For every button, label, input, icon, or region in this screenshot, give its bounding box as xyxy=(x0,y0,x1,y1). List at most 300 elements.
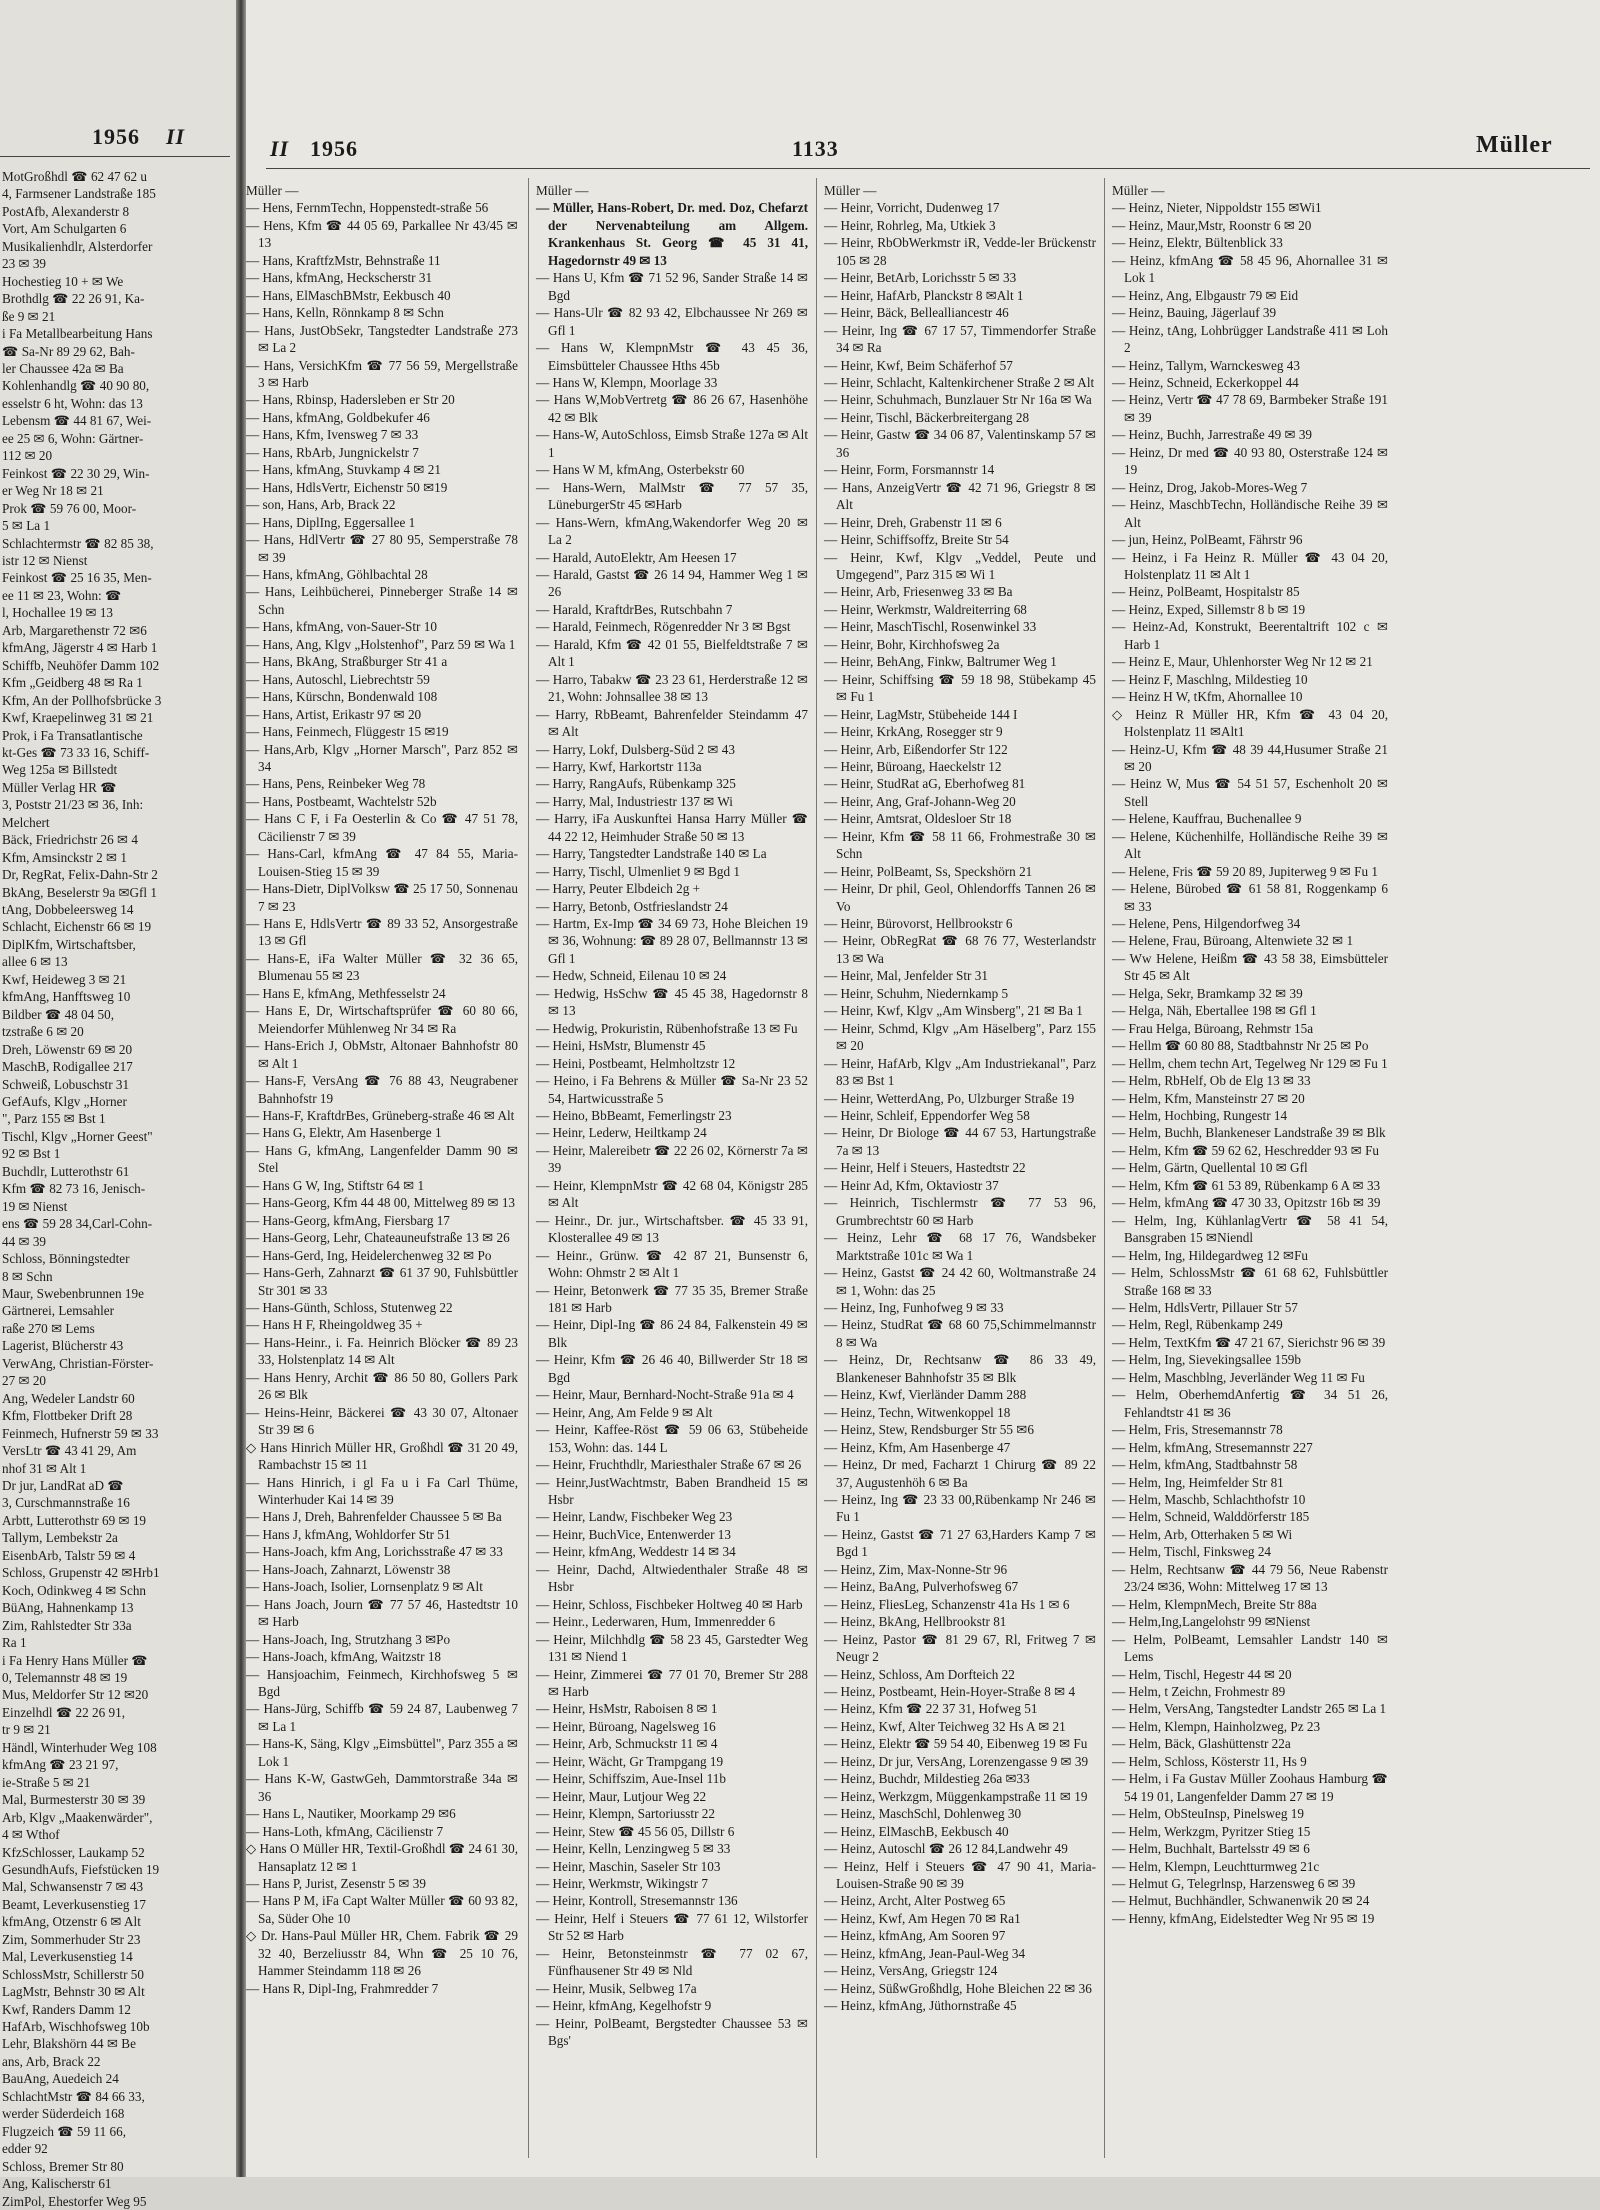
directory-entry: — Helm, Schloss, Kösterstr 11, Hs 9 xyxy=(1112,1753,1307,1769)
directory-entry: — Heinz, Nieter, Nippoldstr 155 ✉Wi1 xyxy=(1112,200,1322,216)
directory-entry: — Hans-Erich J, ObMstr, Altonaer Bahnhofstr 80 ✉ Alt 1 xyxy=(246,1038,518,1071)
directory-entry: — Hans-K, Säng, Klgv „Eimsbüttel", Parz 355 a ✉ Lok 1 xyxy=(246,1736,518,1769)
directory-entry: — Heinz, Techn, Witwenkoppel 18 xyxy=(824,1404,1011,1420)
directory-entry: — Helm, Kfm ☎ 61 53 89, Rübenkamp 6 A ✉ 33 xyxy=(1112,1177,1381,1193)
directory-entry: — Hans, Artist, Erikastr 97 ✉ 20 xyxy=(246,706,422,722)
directory-entry: — Hans-Loth, kfmAng, Cäcilienstr 7 xyxy=(246,1823,444,1839)
directory-entry: — Heinr, Kwf, Beim Schäferhof 57 xyxy=(824,357,1013,373)
column-divider-2 xyxy=(816,178,817,2158)
left-page-line: LagMstr, Behnstr 30 ✉ Alt xyxy=(2,1984,145,2000)
header-rule xyxy=(266,168,1590,169)
directory-entry: — Hans, AnzeigVertr ☎ 42 71 96, Griegstr 8 ✉ Alt xyxy=(824,479,1096,513)
left-page-line: Müller Verlag HR ☎ xyxy=(2,779,117,795)
left-page-line: BkAng, Beselerstr 9a ✉Gfl 1 xyxy=(2,884,157,900)
directory-entry: — Hans, RbArb, Jungnickelstr 7 xyxy=(246,444,419,460)
directory-entry: — Hans-E, iFa Walter Müller ☎ 32 36 65, Blumenau 55 ✉ 23 xyxy=(246,950,518,984)
directory-entry: — Heinr, Helf i Steuers, Hastedtstr 22 xyxy=(824,1160,1026,1176)
column-4-entries xyxy=(1112,199,1388,1927)
directory-entry: — Heinz, BkAng, Hellbrookstr 81 xyxy=(824,1614,1007,1630)
left-page-line: Hochestieg 10 + ✉ We xyxy=(2,273,124,289)
left-page-line: Zim, Sommerhuder Str 23 xyxy=(2,1931,141,1947)
directory-entry: — Hans-Wern, MalMstr ☎ 77 57 35, LüneburgerStr 45 ✉Harb xyxy=(536,479,808,513)
left-page-line: SchlachtMstr ☎ 84 66 33, xyxy=(2,2088,145,2104)
left-page-line: HafArb, Wischhofsweg 10b xyxy=(2,2019,150,2035)
directory-entry: — Heinz, kfmAng, Jüthornstraße 45 xyxy=(824,1998,1017,2014)
directory-entry: — Hans-Georg, Kfm 44 48 00, Mittelweg 89 ✉ 13 xyxy=(246,1195,516,1211)
directory-entry: — Heinr, Schmd, Klgv „Am Häselberg", Parz 155 ✉ 20 xyxy=(824,1020,1096,1054)
directory-entry: — Heinr, RbObWerkmstr iR, Vedde-ler Brückenstr 105 ✉ 28 xyxy=(824,235,1096,268)
directory-entry: — Harry, Betonb, Ostfrieslandstr 24 xyxy=(536,898,728,914)
directory-entry: — Hans Hinrich, i gl Fa u i Fa Carl Thüme, Winterhuder Kai 14 ✉ 39 xyxy=(246,1474,518,1507)
left-page-line: Mus, Meldorfer Str 12 ✉20 xyxy=(2,1687,149,1703)
directory-entry: — Heinr, Mal, Jenfelder Str 31 xyxy=(824,968,988,984)
directory-entry: — Heinr, Form, Forsmannstr 14 xyxy=(824,462,995,478)
directory-entry: — Hans J, kfmAng, Wohldorfer Str 51 xyxy=(246,1526,451,1542)
left-page-line: 8 ✉ Schn xyxy=(2,1268,53,1284)
left-page-line: Zim, Rahlstedter Str 33a xyxy=(2,1617,132,1633)
directory-entry: ◇ Hans O Müller HR, Textil-Großhdl ☎ 24 61 30, Hansaplatz 12 ✉ 1 xyxy=(246,1841,518,1874)
directory-entry: — Heini, Postbeamt, Helmholtzstr 12 xyxy=(536,1055,736,1071)
directory-entry: — Heinz, kfmAng, Am Sooren 97 xyxy=(824,1928,1006,1944)
directory-entry: — Heinr, Dachd, Altwiedenthaler Straße 48 ✉ Hsbr xyxy=(536,1561,808,1595)
directory-entry: — Heinr, Dreh, Grabenstr 11 ✉ 6 xyxy=(824,514,1002,530)
directory-entry: — Hedwig, HsSchw ☎ 45 45 38, Hagedornstr 8 ✉ 13 xyxy=(536,985,808,1019)
column-3-entries xyxy=(824,199,1096,2014)
directory-entry: — Heinz, Kwf, Alter Teichweg 32 Hs A ✉ 21 xyxy=(824,1718,1066,1734)
directory-entry: — Heinr, Dipl-Ing ☎ 86 24 84, Falkenstein 49 ✉ Blk xyxy=(536,1317,808,1350)
column-1-header: Müller — xyxy=(246,183,299,198)
left-page-line: GesundhAufs, Fiefstücken 19 xyxy=(2,1861,160,1877)
left-page-lines xyxy=(2,168,228,2210)
directory-entry: — Hans C F, i Fa Oesterlin & Co ☎ 47 51 78, Cäcilienstr 7 ✉ 39 xyxy=(246,811,518,844)
left-page-line: KfzSchlosser, Laukamp 52 xyxy=(2,1844,145,1860)
left-page-line: Schloss, Bönningstedter xyxy=(2,1251,130,1267)
left-page-line: Maur, Swebenbrunnen 19e xyxy=(2,1286,144,1301)
directory-entry: — Heinz, Schneid, Eckerkoppel 44 xyxy=(1112,374,1299,390)
left-page-line: 92 ✉ Bst 1 xyxy=(2,1146,61,1162)
directory-entry: — Heinr,JustWachtmstr, Baben Brandheid 15 ✉ Hsbr xyxy=(536,1474,808,1507)
left-page-line: Lagerist, Blücherstr 43 xyxy=(2,1338,124,1354)
directory-entry: — Hansjoachim, Feinmech, Kirchhofsweg 5 ✉ Bgd xyxy=(246,1666,518,1699)
running-title: Müller xyxy=(1476,132,1553,158)
left-page-line: MotGroßhdl ☎ 62 47 62 u xyxy=(2,169,148,184)
left-page-line: tzstraße 6 ✉ 20 xyxy=(2,1024,84,1040)
directory-entry: — Helm, Ing, KühlanlagVertr ☎ 58 41 54, Bansgraben 15 ✉Niendl xyxy=(1112,1212,1388,1246)
directory-entry: — Heinz, Kfm, Am Hasenberge 47 xyxy=(824,1439,1011,1455)
directory-entry: — Hans, Autoschl, Liebrechtstr 59 xyxy=(246,671,430,687)
directory-entry: — Helm, OberhemdAnfertig ☎ 34 51 26, Fehlandtstr 41 ✉ 36 xyxy=(1112,1387,1388,1420)
directory-entry: — Heinz, Exped, Sillemstr 8 b ✉ 19 xyxy=(1112,601,1306,617)
directory-entry: — Helene, Kauffrau, Buchenallee 9 xyxy=(1112,811,1302,827)
left-page-line: Musikalienhdlr, Alsterdorfer xyxy=(2,238,153,254)
directory-entry: — Hans, HdlsVertr, Eichenstr 50 ✉19 xyxy=(246,479,448,495)
directory-entry: — Hans E, Dr, Wirtschaftsprüfer ☎ 60 80 66, Meiendorfer Mühlenweg Nr 34 ✉ Ra xyxy=(246,1003,518,1036)
directory-entry: — Heinz, Ing ☎ 23 33 00,Rübenkamp Nr 246 ✉ Fu 1 xyxy=(824,1491,1096,1525)
left-page-line: Schiffb, Neuhöfer Damm 102 xyxy=(2,657,160,673)
directory-entry: — Hans,Arb, Klgv „Horner Marsch", Parz 852 ✉ 34 xyxy=(246,741,518,774)
left-page-line: Prok ☎ 59 76 00, Moor- xyxy=(2,500,137,516)
column-divider-1 xyxy=(528,178,529,2158)
directory-entry: — Heinz, Elektr, Bültenblick 33 xyxy=(1112,235,1283,251)
directory-entry: — Heinr, Schuhm, Niedernkamp 5 xyxy=(824,985,1009,1001)
directory-entry: — Harry, RangAufs, Rübenkamp 325 xyxy=(536,776,736,792)
directory-entry: — Hans P, Jurist, Zesenstr 5 ✉ 39 xyxy=(246,1875,426,1891)
directory-entry: — Heinz E, Maur, Uhlenhorster Weg Nr 12 ✉ 21 xyxy=(1112,654,1373,670)
directory-entry: ◇ Heinz R Müller HR, Kfm ☎ 43 04 20, Holstenplatz 11 ✉Alt1 xyxy=(1112,706,1388,740)
directory-entry: — Helm, SchlossMstr ☎ 61 68 62, Fuhlsbüttler Straße 168 ✉ 33 xyxy=(1112,1265,1388,1298)
directory-entry: — Hans P M, iFa Capt Walter Müller ☎ 60 93 82, Sa, Süder Ohe 10 xyxy=(246,1893,518,1926)
directory-entry: — Heinr, kfmAng, Weddestr 14 ✉ 34 xyxy=(536,1544,736,1560)
left-page-year: 1956 xyxy=(92,124,140,149)
directory-entry: — Heino, i Fa Behrens & Müller ☎ Sa-Nr 23 52 54, Hartwicusstraße 5 xyxy=(536,1073,808,1106)
left-page-line: Dr jur, LandRat aD ☎ xyxy=(2,1477,124,1493)
left-page-line: esselstr 6 ht, Wohn: das 13 xyxy=(2,395,143,411)
directory-entry: — Heinz, StudRat ☎ 68 60 75,Schimmelmannstr 8 ✉ Wa xyxy=(824,1317,1096,1350)
left-page-part: II xyxy=(166,124,186,149)
left-page-line: Mal, Burmesterstr 30 ✉ 39 xyxy=(2,1792,146,1808)
directory-entry: — Hans, JustObSekr, Tangstedter Landstraße 273 ✉ La 2 xyxy=(246,322,518,356)
left-page-line: Vort, Am Schulgarten 6 xyxy=(2,221,127,237)
directory-entry: — Hans K-W, GastwGeh, Dammtorstraße 34a ✉ 36 xyxy=(246,1771,518,1804)
directory-entry: — Hans, Leihbücherei, Pinneberger Straße 14 ✉ Schn xyxy=(246,584,518,617)
directory-entry: — Hedwig, Prokuristin, Rübenhofstraße 13 ✉ Fu xyxy=(536,1020,798,1036)
directory-entry: — Heins-Heinr, Bäckerei ☎ 43 30 07, Altonaer Str 39 ✉ 6 xyxy=(246,1404,518,1438)
directory-entry: — Helmut G, Telegrlnsp, Harzensweg 6 ✉ 39 xyxy=(1112,1875,1356,1891)
left-page-line: Mal, Leverkusenstieg 14 xyxy=(2,1949,133,1965)
directory-entry: — Heinz, Ing, Funhofweg 9 ✉ 33 xyxy=(824,1300,1004,1315)
directory-entry: — Heinr, Kelln, Lenzingweg 5 ✉ 33 xyxy=(536,1841,731,1857)
directory-entry: — Helm, KlempnMech, Breite Str 88a xyxy=(1112,1596,1317,1612)
directory-entry: — Heinr, HafArb, Klgv „Am Industriekanal", Parz 83 ✉ Bst 1 xyxy=(824,1055,1096,1089)
page-number: 1133 xyxy=(792,136,839,161)
directory-entry: — Helga, Näh, Ebertallee 198 ✉ Gfl 1 xyxy=(1112,1003,1317,1019)
left-page-line: Tischl, Klgv „Horner Geest" xyxy=(2,1128,153,1144)
left-page-line: EisenbArb, Talstr 59 ✉ 4 xyxy=(2,1547,136,1563)
left-page-line: Arb, Margarethenstr 72 ✉6 xyxy=(2,622,147,638)
directory-entry: — Hans, Feinmech, Flüggestr 15 ✉19 xyxy=(246,724,449,740)
left-page-column xyxy=(2,168,228,2210)
directory-entry: — Helm, Werkzgm, Pyritzer Stieg 15 xyxy=(1112,1823,1311,1839)
directory-entry: — Frau Helga, Büroang, Rehmstr 15a xyxy=(1112,1020,1314,1036)
directory-entry: — Hans W, KlempnMstr ☎ 43 45 36, Eimsbütteler Chaussee Hths 45b xyxy=(536,340,808,373)
left-page-line: kfmAng, Jägerstr 4 ✉ Harb 1 xyxy=(2,640,158,656)
left-page-line: werder Süderdeich 168 xyxy=(2,2106,125,2122)
directory-entry: — Helm, ObSteuInsp, Pinelsweg 19 xyxy=(1112,1806,1304,1822)
directory-entry: — Hans, Kürschn, Bondenwald 108 xyxy=(246,689,438,705)
directory-entry: — Helga, Sekr, Bramkamp 32 ✉ 39 xyxy=(1112,985,1303,1001)
directory-entry: — Heinr, Tischl, Bäckerbreitergang 28 xyxy=(824,409,1030,425)
directory-entry: — Heinr, Büroang, Haeckelstr 12 xyxy=(824,758,1002,774)
directory-entry: — Heinz-U, Kfm ☎ 48 39 44,Husumer Straße 21 ✉ 20 xyxy=(1112,741,1388,774)
directory-entry: — Harald, KraftdrBes, Rutschbahn 7 xyxy=(536,601,733,617)
left-page-line: Flugzeich ☎ 59 11 66, xyxy=(2,2123,126,2139)
right-page-part: II xyxy=(270,136,290,161)
directory-entry: — Hans-Joach, kfm Ang, Lorichsstraße 47 ✉ 33 xyxy=(246,1544,503,1560)
directory-entry: — Hans E, HdlsVertr ☎ 89 33 52, Ansorgestraße 13 ✉ Gfl xyxy=(246,916,518,949)
directory-entry: — Hans-Günth, Schloss, Stutenweg 22 xyxy=(246,1300,453,1315)
left-page-line: Kfm, An der Pollhofsbrücke 3 xyxy=(2,692,162,708)
directory-entry: — Hans, Ang, Klgv „Holstenhof", Parz 59 ✉ Wa 1 xyxy=(246,636,516,652)
directory-entry: — Helm, Ing, Hildegardweg 12 ✉Fu xyxy=(1112,1247,1309,1263)
directory-entry: — Heinz, Postbeamt, Hein-Hoyer-Straße 8 ✉ 4 xyxy=(824,1683,1076,1699)
directory-entry: — Heinr, BehAng, Finkw, Baltrumer Weg 1 xyxy=(824,654,1057,670)
directory-entry: — Heinr, Wächt, Gr Trampgang 19 xyxy=(536,1753,724,1769)
directory-entry: — Heinr, MaschTischl, Rosenwinkel 33 xyxy=(824,619,1037,635)
left-page-line: Koch, Odinkweg 4 ✉ Schn xyxy=(2,1582,147,1598)
left-page-line: ☎ Sa-Nr 89 29 62, Bah- xyxy=(2,343,135,359)
directory-entry: — Hans W M, kfmAng, Osterbekstr 60 xyxy=(536,462,745,478)
directory-entry: — Heinr, Lederw, Heiltkamp 24 xyxy=(536,1125,707,1141)
directory-entry: — Heinr, PolBeamt, Ss, Speckshörn 21 xyxy=(824,863,1033,879)
directory-entry: — Heinr, Schiffsoffz, Breite Str 54 xyxy=(824,532,1009,548)
directory-entry: — Hans, Postbeamt, Wachtelstr 52b xyxy=(246,793,437,809)
directory-entry: — Heinz, MaschSchl, Dohlenweg 30 xyxy=(824,1806,1022,1822)
directory-column-3 xyxy=(824,182,1096,2162)
directory-entry: — Helene, Frau, Büroang, Altenwiete 32 ✉ 1 xyxy=(1112,933,1354,949)
left-page-line: BüAng, Hahnenkamp 13 xyxy=(2,1600,134,1616)
directory-entry: — son, Hans, Arb, Brack 22 xyxy=(246,497,396,513)
directory-entry: — Heinr, Schiffszim, Aue-Insel 11b xyxy=(536,1771,726,1787)
directory-entry: — Hans G, kfmAng, Langenfelder Damm 90 ✉ Stel xyxy=(246,1142,518,1176)
left-page-line: tAng, Dobbeleersweg 14 xyxy=(2,902,134,918)
left-page-line: Händl, Winterhuder Weg 108 xyxy=(2,1739,157,1755)
directory-entry: — Heinz, Bauing, Jägerlauf 39 xyxy=(1112,305,1277,321)
directory-entry: — Hans-Joach, Zahnarzt, Löwenstr 38 xyxy=(246,1561,451,1577)
left-page-line: i Fa Metallbearbeitung Hans xyxy=(2,326,153,342)
left-page-line: Kwf, Kraepelinweg 31 ✉ 21 xyxy=(2,710,154,726)
directory-entry: — Hans, Rbinsp, Hadersleben er Str 20 xyxy=(246,392,455,408)
left-page-line: Gärtnerei, Lemsahler xyxy=(2,1303,115,1319)
directory-entry: — Heinr, Betonwerk ☎ 77 35 35, Bremer Straße 181 ✉ Harb xyxy=(536,1282,808,1315)
left-page-line: Kfm „Geidberg 48 ✉ Ra 1 xyxy=(2,675,143,691)
left-page-line: 23 ✉ 39 xyxy=(2,256,47,272)
directory-entry: — Helm, Schneid, Walddörferstr 185 xyxy=(1112,1509,1310,1525)
directory-entry: — Helm, Klempn, Leuchtturmweg 21c xyxy=(1112,1858,1320,1874)
directory-entry: — Hans H F, Rheingoldweg 35 + xyxy=(246,1317,423,1333)
left-page-line: Schlachtermstr ☎ 82 85 38, xyxy=(2,535,154,551)
directory-entry: — Hans, VersichKfm ☎ 77 56 59, Mergellstraße 3 ✉ Harb xyxy=(246,357,518,390)
directory-entry: — Helm, PolBeamt, Lemsahler Landstr 140 ✉ Lems xyxy=(1112,1631,1388,1665)
directory-entry: — Heinr, BuchVice, Entenwerder 13 xyxy=(536,1526,731,1542)
directory-entry: — Heinr, Ing ☎ 67 17 57, Timmendorfer Straße 34 ✉ Ra xyxy=(824,322,1096,356)
directory-entry: — Ww Helene, Heißm ☎ 43 58 38, Eimsbütteler Str 45 ✉ Alt xyxy=(1112,950,1388,984)
directory-entry: — Heinr, Maschin, Saseler Str 103 xyxy=(536,1858,721,1874)
left-page-line: Kohlenhandlg ☎ 40 90 80, xyxy=(2,378,150,394)
left-page-line: 112 ✉ 20 xyxy=(2,448,53,464)
directory-entry: — Heinz, Archt, Alter Postweg 65 xyxy=(824,1893,1006,1909)
directory-entry: — Heinz, BaAng, Pulverhofsweg 67 xyxy=(824,1579,1019,1595)
directory-entry: — Heinr, Musik, Selbweg 17a xyxy=(536,1980,697,1996)
left-page-line: ler Chaussee 42a ✉ Ba xyxy=(2,360,124,376)
left-page-line: DiplKfm, Wirtschaftsber, xyxy=(2,936,136,952)
left-page-line: Bildber ☎ 48 04 50, xyxy=(2,1006,115,1022)
directory-entry: — Heinr, Klempn, Sartoriusstr 22 xyxy=(536,1806,715,1822)
directory-entry: — Heinz-Ad, Konstrukt, Beerentaltrift 102 c ✉ Harb 1 xyxy=(1112,619,1388,652)
directory-entry: — Hans-Joach, kfmAng, Waitzstr 18 xyxy=(246,1649,442,1665)
directory-entry: — Heinz, Zim, Max-Nonne-Str 96 xyxy=(824,1561,1008,1577)
left-page-line: Brothdlg ☎ 22 26 91, Ka- xyxy=(2,291,145,307)
left-page-line: kfmAng ☎ 23 21 97, xyxy=(2,1757,119,1773)
left-page-line: kfmAng, Otzenstr 6 ✉ Alt xyxy=(2,1914,141,1930)
directory-entry: — Helm, Buchhalt, Bartelsstr 49 ✉ 6 xyxy=(1112,1841,1310,1857)
directory-entry: — Heinr, Amtsrat, Oldesloer Str 18 xyxy=(824,811,1012,827)
directory-entry: — Heinr., Lederwaren, Hum, Immenredder 6 xyxy=(536,1614,776,1630)
directory-entry: — Hans, kfmAng, von-Sauer-Str 10 xyxy=(246,619,437,635)
column-1-entries xyxy=(246,199,518,1997)
left-page-line: MaschB, Rodigallee 217 xyxy=(2,1059,133,1075)
left-page-line: Arb, Klgv „Maakenwärder", xyxy=(2,1809,153,1825)
directory-entry: — Hans G, Elektr, Am Hasenberge 1 xyxy=(246,1125,442,1141)
left-page-line: istr 12 ✉ Nienst xyxy=(2,552,88,568)
directory-entry: — Hans-Carl, kfmAng ☎ 47 84 55, Maria-Louisen-Stieg 15 ✉ 39 xyxy=(246,846,518,879)
directory-entry: — Hans, Pens, Reinbeker Weg 78 xyxy=(246,776,426,792)
directory-entry: — Hans-Dietr, DiplVolksw ☎ 25 17 50, Sonnenau 7 ✉ 23 xyxy=(246,881,518,914)
directory-entry: — Hans R, Dipl-Ing, Frahmredder 7 xyxy=(246,1980,439,1996)
left-page-line: VerwAng, Christian-Förster- xyxy=(2,1355,154,1371)
directory-entry: — Heinz, Drog, Jakob-Mores-Weg 7 xyxy=(1112,479,1308,495)
directory-entry: — Hans-W, AutoSchloss, Eimsb Straße 127a ✉ Alt 1 xyxy=(536,427,808,460)
directory-entry: — Hans-Ulr ☎ 82 93 42, Elbchaussee Nr 269 ✉ Gfl 1 xyxy=(536,305,808,338)
left-page-line: nhof 31 ✉ Alt 1 xyxy=(2,1460,87,1476)
directory-entry: — Hans-Wern, kfmAng,Wakendorfer Weg 20 ✉ La 2 xyxy=(536,514,808,548)
directory-entry: — Helm, Rechtsanw ☎ 44 79 56, Neue Rabenstr 23/24 ✉36, Wohn: Mittelweg 17 ✉ 13 xyxy=(1112,1561,1388,1595)
directory-entry: — Heinz, Elektr ☎ 59 54 40, Eibenweg 19 ✉ Fu xyxy=(824,1736,1088,1752)
directory-entry: — Helm, t Zeichn, Frohmestr 89 xyxy=(1112,1683,1286,1699)
directory-entry: — Heinz F, Maschlng, Mildestieg 10 xyxy=(1112,671,1308,687)
directory-entry: — Heinr, HsMstr, Raboisen 8 ✉ 1 xyxy=(536,1701,718,1717)
directory-entry: — Hans G W, Ing, Stiftstr 64 ✉ 1 xyxy=(246,1177,425,1193)
directory-entry: — Helm, Ing, Sievekingsallee 159b xyxy=(1112,1352,1301,1368)
left-page-line: PostAfb, Alexanderstr 8 xyxy=(2,203,130,219)
directory-entry: — Heinr, Schloss, Fischbeker Holtweg 40 ✉ Harb xyxy=(536,1596,803,1612)
directory-entry: — Hans, Kfm, Ivensweg 7 ✉ 33 xyxy=(246,427,419,443)
left-page-line: ee 11 ✉ 23, Wohn: ☎ xyxy=(2,587,122,603)
directory-entry: — Heinr, Arb, Schmuckstr 11 ✉ 4 xyxy=(536,1736,718,1752)
directory-entry: — Heinz W, Mus ☎ 54 51 57, Eschenholt 20 ✉ Stell xyxy=(1112,776,1388,809)
left-page-line: Lebensm ☎ 44 81 67, Wei- xyxy=(2,413,152,429)
directory-entry: — Hans E, kfmAng, Methfesselstr 24 xyxy=(246,985,446,1001)
directory-entry: — Helm, kfmAng ☎ 47 30 33, Opitzstr 16b ✉ 39 xyxy=(1112,1195,1381,1211)
directory-entry: — Heinz, Pastor ☎ 81 29 67, Rl, Fritweg 7 ✉ Neugr 2 xyxy=(824,1631,1096,1665)
directory-entry: — Heinr, Kwf, Klgv „Am Winsberg", 21 ✉ Ba 1 xyxy=(824,1003,1083,1019)
directory-entry: — Hans, Kelln, Rönnkamp 8 ✉ Schn xyxy=(246,305,444,321)
directory-entry: — Heinr., Grünw. ☎ 42 87 21, Bunsenstr 6, Wohn: Ohmstr 2 ✉ Alt 1 xyxy=(536,1247,808,1281)
directory-entry: — Heinz, Dr med, Facharzt 1 Chirurg ☎ 89 22 37, Augustenhöh 6 ✉ Ba xyxy=(824,1457,1096,1490)
directory-entry: — Helm, i Fa Gustav Müller Zoohaus Hamburg ☎ 54 19 01, Langenfelder Damm 27 ✉ 19 xyxy=(1112,1771,1388,1804)
directory-entry: — Heinr, Werkmstr, Wikingstr 7 xyxy=(536,1875,708,1891)
left-page-line: ie-Straße 5 ✉ 21 xyxy=(2,1774,91,1790)
left-page-line: Melchert xyxy=(2,814,50,830)
directory-entry: — Heinr., Dr. jur., Wirtschaftsber. ☎ 45 33 91, Klosterallee 49 ✉ 13 xyxy=(536,1212,808,1246)
left-page-line: edder 92 xyxy=(2,2141,48,2157)
directory-entry: — Heinr, StudRat aG, Eberhofweg 81 xyxy=(824,776,1026,792)
left-page-line: 19 ✉ Nienst xyxy=(2,1198,68,1214)
directory-entry: — Hans, kfmAng, Stuvkamp 4 ✉ 21 xyxy=(246,462,441,478)
directory-entry: — Heinz, Kfm ☎ 22 37 31, Hofweg 51 xyxy=(824,1701,1038,1717)
left-page-line: Weg 125a ✉ Billstedt xyxy=(2,762,118,778)
directory-entry: — Heinz, tAng, Lohbrügger Landstraße 411 ✉ Loh 2 xyxy=(1112,322,1388,356)
directory-entry: — Heinz, Gastst ☎ 71 27 63,Harders Kamp 7 ✉ Bgd 1 xyxy=(824,1526,1096,1560)
directory-entry: — Heinz, Ang, Elbgaustr 79 ✉ Eid xyxy=(1112,287,1299,303)
directory-entry: — Heinr, Kfm ☎ 58 11 66, Frohmestraße 30 ✉ Schn xyxy=(824,828,1096,862)
directory-entry: — Heinrich, Tischlermstr ☎ 77 53 96, Grumbrechtstr 60 ✉ Harb xyxy=(824,1195,1096,1228)
left-page-line: 3, Curschmannstraße 16 xyxy=(2,1495,130,1511)
directory-entry: — Heinr, Bäck, Bellealliancestr 46 xyxy=(824,305,1009,321)
directory-entry: — Harry, Tangstedter Landstraße 140 ✉ La xyxy=(536,846,767,862)
directory-entry: — Heinr, Maur, Lutjour Weg 22 xyxy=(536,1788,707,1804)
directory-entry: — Heinr, Kwf, Klgv „Veddel, Peute und Umgegend", Parz 315 ✉ Wi 1 xyxy=(824,549,1096,582)
directory-entry: — Heinr, Zimmerei ☎ 77 01 70, Bremer Str 288 ✉ Harb xyxy=(536,1666,808,1699)
directory-entry: — Helm, Tischl, Finksweg 24 xyxy=(1112,1544,1272,1560)
directory-entry: — Heinz, Buchh, Jarrestraße 49 ✉ 39 xyxy=(1112,427,1313,443)
left-page-line: SchlossMstr, Schillerstr 50 xyxy=(2,1966,144,1982)
directory-entry: — Heinz, ElMaschB, Eekbusch 40 xyxy=(824,1823,1009,1839)
book-gutter xyxy=(236,0,246,2177)
directory-entry: — Hans W, Klempn, Moorlage 33 xyxy=(536,374,718,390)
directory-entry: — Heinr, Kaffee-Röst ☎ 59 06 63, Stübeheide 153, Wohn: das. 144 L xyxy=(536,1422,808,1455)
directory-entry: — Heinr, PolBeamt, Bergstedter Chaussee 53 ✉ Bgs' xyxy=(536,2015,808,2049)
left-page-line: Einzelhdl ☎ 22 26 91, xyxy=(2,1704,126,1720)
directory-entry: — Hans, kfmAng, Heckscherstr 31 xyxy=(246,270,433,286)
directory-entry: — Heinz, MaschbTechn, Holländische Reihe 39 ✉ Alt xyxy=(1112,497,1388,530)
left-page-line: ens ☎ 59 28 34,Carl-Cohn- xyxy=(2,1216,153,1232)
directory-entry: — Hans, kfmAng, Goldbekufer 46 xyxy=(246,409,430,425)
directory-entry: — Heinz, Maur,Mstr, Roonstr 6 ✉ 20 xyxy=(1112,217,1312,233)
directory-entry: — Hans, ElMaschBMstr, Eekbusch 40 xyxy=(246,287,451,303)
directory-entry: — Heinr, Werkmstr, Waldreiterring 68 xyxy=(824,601,1027,617)
left-page-line: VersLtr ☎ 43 41 29, Am xyxy=(2,1443,137,1459)
directory-entry: — Helm,Ing,Langelohstr 99 ✉Nienst xyxy=(1112,1614,1311,1630)
directory-entry: — Hans-Joach, Isolier, Lornsenplatz 9 ✉ Alt xyxy=(246,1579,483,1595)
directory-entry: — Hans-Gerd, Ing, Heidelerchenweg 32 ✉ Po xyxy=(246,1247,492,1263)
directory-entry: — Harry, Kwf, Harkortstr 113a xyxy=(536,758,702,774)
directory-entry: — Helm, Tischl, Hegestr 44 ✉ 20 xyxy=(1112,1666,1292,1682)
directory-entry: — Heinz, VersAng, Griegstr 124 xyxy=(824,1963,998,1979)
directory-column-1 xyxy=(246,182,518,2162)
left-page xyxy=(0,0,236,2209)
left-page-line: 5 ✉ La 1 xyxy=(2,518,51,534)
directory-entry: — Heini, HsMstr, Blumenstr 45 xyxy=(536,1038,706,1054)
directory-entry: — Harald, Kfm ☎ 42 01 55, Bielfeldtstraße 7 ✉ Alt 1 xyxy=(536,636,808,670)
directory-entry: — Harry, Lokf, Dulsberg-Süd 2 ✉ 43 xyxy=(536,741,735,757)
directory-entry: — Hans U, Kfm ☎ 71 52 96, Sander Straße 14 ✉ Bgd xyxy=(536,270,808,303)
directory-entry: — Heinr, Helf i Steuers ☎ 77 61 12, Wilstorfer Str 52 ✉ Harb xyxy=(536,1910,808,1944)
directory-entry: — Harry, Tischl, Ulmenliet 9 ✉ Bgd 1 xyxy=(536,863,740,879)
directory-entry: — Heinr, Kontroll, Stresemannstr 136 xyxy=(536,1893,738,1909)
directory-entry: — Heinr, Ang, Am Felde 9 ✉ Alt xyxy=(536,1404,713,1420)
left-page-line: Tallym, Lembekstr 2a xyxy=(2,1530,118,1546)
directory-entry: — Heinz, Schloss, Am Dorfteich 22 xyxy=(824,1666,1015,1682)
left-page-line: Feinkost ☎ 22 30 29, Win- xyxy=(2,465,150,481)
left-page-line: Ra 1 xyxy=(2,1635,27,1651)
directory-entry: — Heinz, Autoschl ☎ 26 12 84,Landwehr 49 xyxy=(824,1841,1068,1857)
directory-entry: — Helene, Bürobed ☎ 61 58 81, Roggenkamp 6 ✉ 33 xyxy=(1112,881,1388,914)
directory-entry: — Helm, kfmAng, Stadtbahnstr 58 xyxy=(1112,1457,1298,1473)
left-page-line: BauAng, Auedeich 24 xyxy=(2,2071,119,2087)
directory-entry: — Heinz, Kwf, Am Hegen 70 ✉ Ra1 xyxy=(824,1910,1021,1926)
directory-entry: — Harald, Gastst ☎ 26 14 94, Hammer Weg 1 ✉ 26 xyxy=(536,566,808,600)
left-page-line: kt-Ges ☎ 73 33 16, Schiff- xyxy=(2,744,150,760)
directory-entry: — Helm, Klempn, Hainholzweg, Pz 23 xyxy=(1112,1718,1321,1734)
directory-entry: — Harry, Mal, Industriestr 137 ✉ Wi xyxy=(536,793,733,809)
left-page-line: 44 ✉ 39 xyxy=(2,1233,47,1249)
left-page-line: i Fa Henry Hans Müller ☎ xyxy=(2,1652,148,1668)
column-3-header: Müller — xyxy=(824,183,877,198)
left-header-rule xyxy=(0,156,230,157)
directory-entry: — Helm, TextKfm ☎ 47 21 67, Sierichstr 96 ✉ 39 xyxy=(1112,1334,1386,1350)
directory-entry: — Heinr, ObRegRat ☎ 68 76 77, Westerlandstr 13 ✉ Wa xyxy=(824,933,1096,966)
directory-entry: — Heinr, Arb, Friesenweg 33 ✉ Ba xyxy=(824,584,1013,600)
